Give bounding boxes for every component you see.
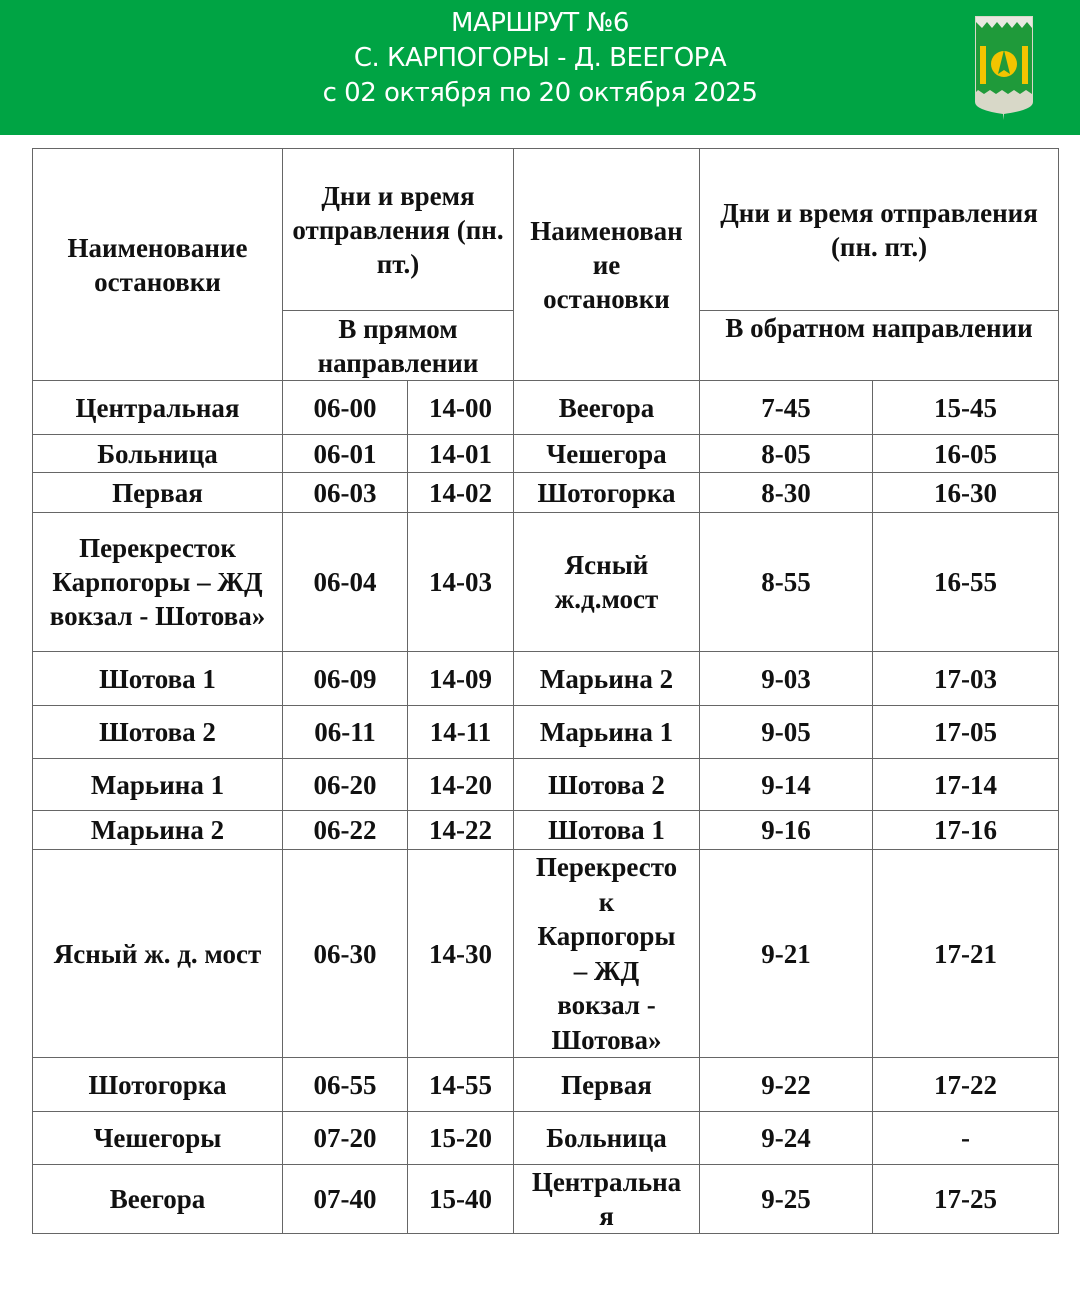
time-back-2: 16-55 xyxy=(873,513,1059,652)
time-back-2: 17-03 xyxy=(873,652,1059,706)
table-row xyxy=(33,513,1059,652)
stop-forward: Ясный ж. д. мост xyxy=(33,850,283,1058)
stop-back: Шотова 2 xyxy=(514,759,700,811)
time-back-2: 17-21 xyxy=(873,850,1059,1058)
table-row xyxy=(33,811,1059,850)
time-forward-1: 06-01 xyxy=(283,435,408,473)
time-forward-1: 06-03 xyxy=(283,473,408,513)
time-back-1: 9-21 xyxy=(700,850,873,1058)
stop-forward: Перекресток Карпогоры – ЖД вокзал - Шотова» xyxy=(33,513,283,652)
time-back-2: 17-25 xyxy=(873,1165,1059,1234)
time-back-1: 9-14 xyxy=(700,759,873,811)
time-forward-1: 07-40 xyxy=(283,1165,408,1234)
stop-back: Первая xyxy=(514,1058,700,1112)
stop-back: Перекресто к Карпогоры – ЖД вокзал - Шотова» xyxy=(514,850,700,1058)
time-back-2: - xyxy=(873,1112,1059,1165)
route-title: МАРШРУТ №6 xyxy=(451,8,629,38)
time-forward-2: 14-22 xyxy=(408,811,514,850)
time-forward-1: 06-22 xyxy=(283,811,408,850)
date-range: с 02 октября по 20 октября 2025 xyxy=(322,78,758,108)
time-forward-2: 14-02 xyxy=(408,473,514,513)
time-back-1: 9-03 xyxy=(700,652,873,706)
time-forward-1: 06-55 xyxy=(283,1058,408,1112)
header-banner xyxy=(0,0,1080,135)
time-back-1: 9-25 xyxy=(700,1165,873,1234)
stop-forward: Шотогорка xyxy=(33,1058,283,1112)
time-forward-2: 14-55 xyxy=(408,1058,514,1112)
header-back-direction: В обратном направлении xyxy=(700,311,1059,381)
header-stop-name-back: Наименован ие остановки xyxy=(514,149,700,381)
time-back-1: 8-05 xyxy=(700,435,873,473)
table-row xyxy=(33,473,1059,513)
time-forward-1: 06-30 xyxy=(283,850,408,1058)
time-back-2: 17-16 xyxy=(873,811,1059,850)
time-back-2: 15-45 xyxy=(873,381,1059,435)
time-forward-2: 14-20 xyxy=(408,759,514,811)
stop-forward: Больница xyxy=(33,435,283,473)
stop-back: Центральна я xyxy=(514,1165,700,1234)
time-forward-1: 07-20 xyxy=(283,1112,408,1165)
table-row xyxy=(33,381,1059,435)
schedule-table xyxy=(32,148,1059,1234)
header-forward-direction: В прямом направлении xyxy=(283,311,514,381)
stop-back: Веегора xyxy=(514,381,700,435)
time-forward-2: 15-20 xyxy=(408,1112,514,1165)
stop-back: Ясный ж.д.мост xyxy=(514,513,700,652)
coat-of-arms-icon xyxy=(974,14,1034,120)
stop-back: Шотова 1 xyxy=(514,811,700,850)
time-forward-1: 06-11 xyxy=(283,706,408,759)
table-row xyxy=(33,706,1059,759)
table-row xyxy=(33,759,1059,811)
stop-back: Марьина 2 xyxy=(514,652,700,706)
time-back-2: 17-14 xyxy=(873,759,1059,811)
route-endpoints: С. КАРПОГОРЫ - Д. ВЕЕГОРА xyxy=(353,43,727,73)
time-forward-1: 06-04 xyxy=(283,513,408,652)
stop-forward: Шотова 2 xyxy=(33,706,283,759)
time-back-2: 17-05 xyxy=(873,706,1059,759)
time-forward-2: 14-09 xyxy=(408,652,514,706)
time-back-1: 8-30 xyxy=(700,473,873,513)
table-row xyxy=(33,1165,1059,1234)
time-forward-1: 06-20 xyxy=(283,759,408,811)
table-row xyxy=(33,850,1059,1058)
stop-back: Шотогорка xyxy=(514,473,700,513)
stop-forward: Первая xyxy=(33,473,283,513)
time-forward-2: 14-00 xyxy=(408,381,514,435)
table-row xyxy=(33,1112,1059,1165)
time-forward-2: 14-30 xyxy=(408,850,514,1058)
time-forward-2: 14-11 xyxy=(408,706,514,759)
table-row xyxy=(33,652,1059,706)
stop-forward: Шотова 1 xyxy=(33,652,283,706)
time-forward-2: 15-40 xyxy=(408,1165,514,1234)
stop-forward: Чешегоры xyxy=(33,1112,283,1165)
stop-forward: Веегора xyxy=(33,1165,283,1234)
stop-forward: Марьина 2 xyxy=(33,811,283,850)
stop-back: Больница xyxy=(514,1112,700,1165)
time-back-1: 9-22 xyxy=(700,1058,873,1112)
stop-forward: Центральная xyxy=(33,381,283,435)
time-back-2: 17-22 xyxy=(873,1058,1059,1112)
time-forward-2: 14-03 xyxy=(408,513,514,652)
time-back-1: 9-05 xyxy=(700,706,873,759)
stop-forward: Марьина 1 xyxy=(33,759,283,811)
table-row xyxy=(33,1058,1059,1112)
time-forward-1: 06-09 xyxy=(283,652,408,706)
time-back-2: 16-05 xyxy=(873,435,1059,473)
time-back-1: 9-16 xyxy=(700,811,873,850)
time-forward-1: 06-00 xyxy=(283,381,408,435)
header-time-back: Дни и время отправления (пн. пт.) xyxy=(700,149,1059,311)
time-back-2: 16-30 xyxy=(873,473,1059,513)
time-back-1: 8-55 xyxy=(700,513,873,652)
header-time-forward: Дни и время отправления (пн. пт.) xyxy=(283,149,514,311)
time-back-1: 7-45 xyxy=(700,381,873,435)
time-forward-2: 14-01 xyxy=(408,435,514,473)
header-stop-name: Наименование остановки xyxy=(33,149,283,381)
table-row xyxy=(33,435,1059,473)
stop-back: Марьина 1 xyxy=(514,706,700,759)
stop-back: Чешегора xyxy=(514,435,700,473)
time-back-1: 9-24 xyxy=(700,1112,873,1165)
